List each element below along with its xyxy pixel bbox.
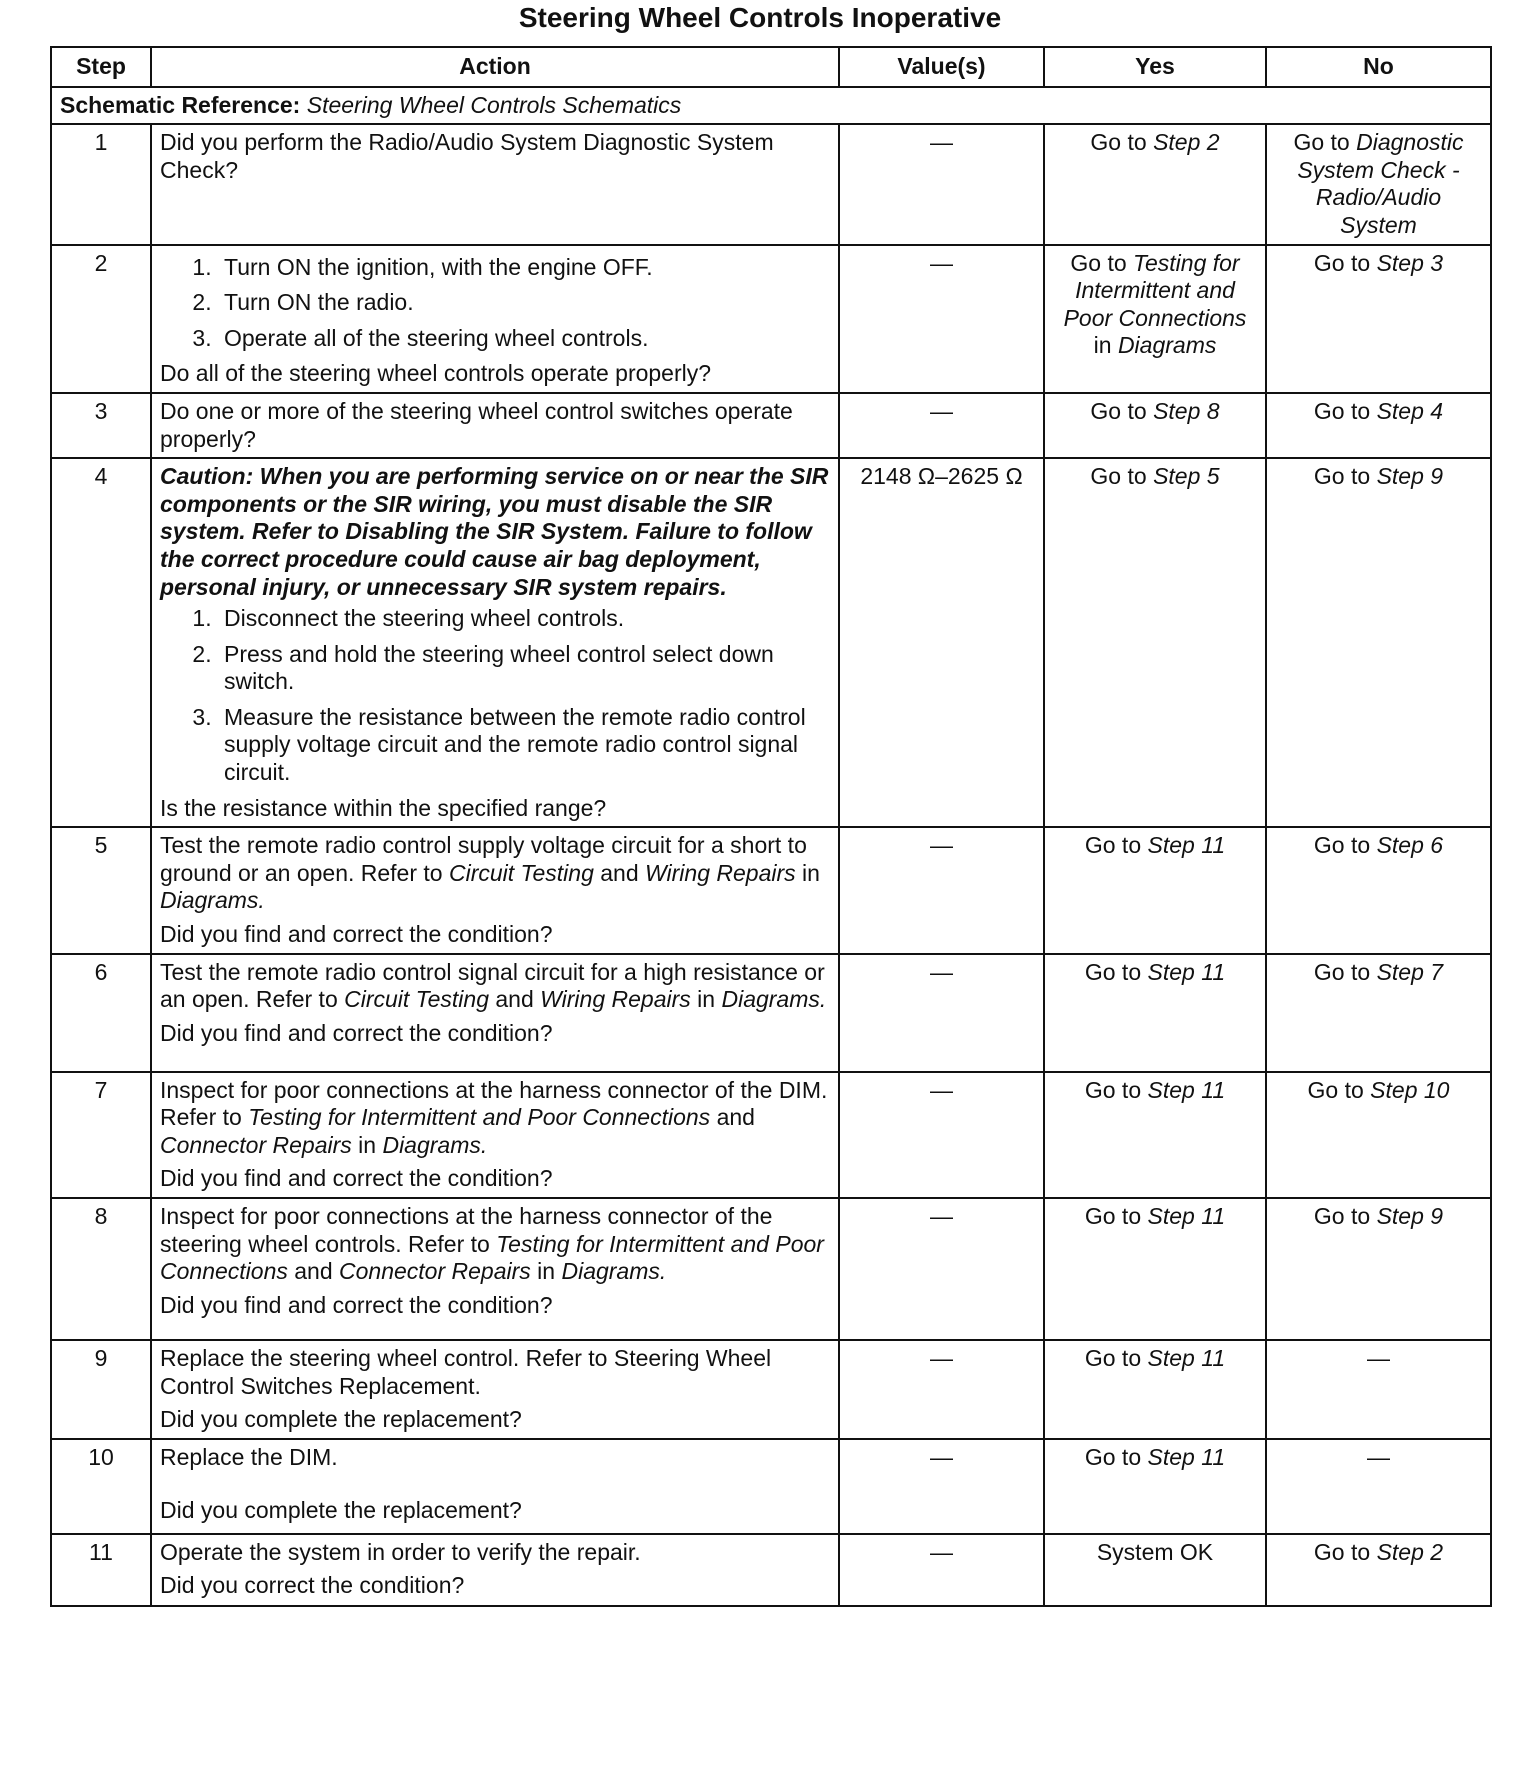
step-word: Step	[1147, 1443, 1195, 1470]
value-dash: —	[930, 1076, 953, 1103]
action-instruction: Inspect for poor connections at the harness connector of the steering wheel controls. Refer to	[160, 1203, 773, 1257]
go-to-label: Go to	[1084, 958, 1142, 985]
value-dash: —	[930, 832, 953, 859]
no-cell	[1266, 1439, 1491, 1534]
action-instruction: Replace the steering wheel control. Refer to Steering Wheel Control Switches Replacement.	[160, 1345, 772, 1399]
diagnostic-table	[50, 46, 1492, 1607]
action-question: Do one or more of the steering wheel control switches operate properly?	[160, 397, 793, 452]
no-dash: —	[1367, 1443, 1390, 1470]
no-reference: Diagnostic System Check - Radio/Audio System	[1297, 129, 1464, 238]
resistance-range: 2148 Ω–2625 Ω	[860, 463, 1023, 490]
action-text	[160, 832, 830, 915]
action-text	[160, 1203, 830, 1286]
value-cell	[839, 1198, 1044, 1340]
action-question: Did you perform the Radio/Audio System Diagnostic System Check?	[160, 129, 774, 183]
reference-3: Diagrams.	[561, 1258, 667, 1285]
reference-1: Testing for Intermittent and Poor Connections	[248, 1104, 711, 1131]
reference-1: Testing for Intermittent and Poor Connections	[160, 1230, 824, 1285]
yes-step: 2	[1206, 129, 1220, 156]
yes-cell	[1044, 1072, 1266, 1198]
yes-cell	[1044, 245, 1266, 393]
action-list-item: 1. Disconnect the steering wheel controls.	[218, 605, 830, 633]
no-step: 9	[1430, 1203, 1444, 1229]
action-cell	[151, 124, 839, 244]
action-question: Did you complete the replacement?	[160, 1497, 522, 1524]
value-dash: —	[930, 1203, 953, 1229]
step-word: Step	[1153, 463, 1201, 490]
yes-cell	[1044, 1198, 1266, 1340]
yes-cell	[1044, 1439, 1266, 1534]
step-word: Step	[1147, 1203, 1195, 1229]
go-to-label: Go to	[1084, 1345, 1142, 1371]
step-number: 7	[51, 1072, 151, 1198]
yes-step: 11	[1201, 1203, 1226, 1229]
yes-cell	[1044, 393, 1266, 458]
action-instruction: Operate the system in order to verify the repair.	[160, 1538, 641, 1565]
go-to-label: Go to	[1313, 958, 1371, 985]
step-word: Step	[1376, 463, 1424, 490]
value-cell	[839, 827, 1044, 953]
go-to-label: Go to	[1307, 1076, 1364, 1103]
no-step: 10	[1423, 1076, 1450, 1103]
action-list-item: 2. Press and hold the steering wheel control select down switch.	[218, 641, 830, 696]
yes-cell	[1044, 124, 1266, 244]
step-number: 4	[51, 458, 151, 827]
reference-1: Circuit Testing	[448, 859, 594, 886]
value-cell	[839, 1340, 1044, 1439]
reference-2: Connector Repairs	[339, 1258, 531, 1285]
yes-step: 8	[1206, 397, 1220, 424]
yes-step: 11	[1201, 1076, 1226, 1103]
no-cell	[1266, 245, 1491, 393]
go-to-label: Go to	[1084, 832, 1142, 859]
action-instruction: Inspect for poor connections at the harness connector of the DIM. Refer to	[160, 1076, 828, 1131]
table-row	[51, 1534, 1491, 1606]
go-to-label: Go to	[1084, 1443, 1142, 1470]
step-number: 3	[51, 393, 151, 458]
yes-step: 11	[1201, 1345, 1226, 1371]
action-instruction: Test the remote radio control supply voltage circuit for a short to ground or an open. Refer to	[160, 832, 807, 886]
step-number: 2	[51, 245, 151, 393]
action-question: Did you find and correct the condition?	[160, 1019, 553, 1046]
spacer	[160, 1471, 830, 1497]
action-question: Did you correct the condition?	[160, 1572, 465, 1599]
go-to-label: Go to	[1090, 397, 1147, 424]
header-row	[51, 47, 1491, 87]
no-cell	[1266, 1340, 1491, 1439]
yes-cell	[1044, 954, 1266, 1072]
action-text	[160, 1077, 830, 1160]
go-to-label: Go to	[1070, 249, 1127, 276]
header-step: Step	[51, 47, 151, 87]
table-row	[51, 1072, 1491, 1198]
header-values: Value(s)	[839, 47, 1044, 87]
go-to-label: Go to	[1313, 463, 1371, 490]
yes-cell	[1044, 458, 1266, 827]
table-row	[51, 1198, 1491, 1340]
table-row	[51, 458, 1491, 827]
value-dash: —	[930, 397, 953, 424]
action-cell	[151, 1340, 839, 1439]
action-list-item: 2. Turn ON the radio.	[218, 289, 830, 317]
action-question: Did you find and correct the condition?	[160, 1165, 553, 1192]
in-word: in	[358, 1131, 377, 1158]
action-question: Did you complete the replacement?	[160, 1406, 522, 1433]
action-cell	[151, 458, 839, 827]
value-cell	[839, 1072, 1044, 1198]
table-row	[51, 245, 1491, 393]
no-step: 3	[1430, 249, 1444, 276]
step-number: 10	[51, 1439, 151, 1534]
and-word: and	[495, 986, 534, 1013]
step-number: 1	[51, 124, 151, 244]
value-dash: —	[930, 129, 953, 156]
schematic-reference-link: Steering Wheel Controls Schematics	[306, 91, 682, 118]
reference-3: Diagrams.	[721, 986, 827, 1013]
no-step: 7	[1430, 958, 1444, 985]
caution-text: Caution: When you are performing service on or near the SIR components or the SIR wiring, you must disable the SIR system. Refer to Disabling the SIR System. Failure to follow the correct procedure could cause air bag deployment, personal injury, or unnecessary SIR system repairs.	[160, 463, 829, 600]
action-list	[160, 254, 830, 353]
step-word: Step	[1153, 129, 1201, 156]
reference-2: Connector Repairs	[160, 1131, 352, 1158]
no-cell	[1266, 1072, 1491, 1198]
action-cell	[151, 1534, 839, 1606]
go-to-label: Go to	[1313, 832, 1371, 859]
go-to-label: Go to	[1090, 129, 1147, 156]
step-word: Step	[1376, 1538, 1424, 1565]
reference-2: Wiring Repairs	[645, 859, 796, 886]
table-row	[51, 954, 1491, 1072]
step-number: 5	[51, 827, 151, 953]
go-to-label: Go to	[1084, 1076, 1142, 1103]
no-cell	[1266, 458, 1491, 827]
step-word: Step	[1147, 832, 1195, 859]
value-cell	[839, 393, 1044, 458]
no-step: 4	[1430, 397, 1444, 424]
in-word: in	[697, 986, 716, 1013]
no-step: 2	[1430, 1538, 1444, 1565]
table-row	[51, 827, 1491, 953]
in-word: in	[537, 1258, 556, 1285]
action-question: Did you find and correct the condition?	[160, 921, 553, 948]
go-to-label: Go to	[1084, 1203, 1142, 1229]
step-word: Step	[1147, 958, 1195, 985]
action-list-item: 3. Operate all of the steering wheel controls.	[218, 325, 830, 353]
reference-1: Circuit Testing	[344, 986, 489, 1013]
and-word: and	[600, 859, 639, 886]
action-question: Is the resistance within the specified range?	[160, 794, 607, 821]
action-cell	[151, 827, 839, 953]
yes-cell	[1044, 827, 1266, 953]
go-to-label: Go to	[1090, 463, 1147, 490]
action-cell	[151, 954, 839, 1072]
table-row	[51, 1439, 1491, 1534]
action-list-item: 1. Turn ON the ignition, with the engine OFF.	[218, 254, 830, 282]
no-cell	[1266, 393, 1491, 458]
action-cell	[151, 1439, 839, 1534]
yes-cell	[1044, 1340, 1266, 1439]
value-cell	[839, 245, 1044, 393]
header-no: No	[1266, 47, 1491, 87]
step-word: Step	[1376, 1203, 1424, 1229]
value-dash: —	[930, 1538, 953, 1565]
action-cell	[151, 1072, 839, 1198]
action-instruction: Replace the DIM.	[160, 1443, 338, 1470]
action-instruction: Test the remote radio control signal circuit for a high resistance or an open. Refer to	[160, 958, 825, 1013]
step-number: 11	[51, 1534, 151, 1606]
header-yes: Yes	[1044, 47, 1266, 87]
step-word: Step	[1153, 397, 1201, 424]
action-cell	[151, 393, 839, 458]
action-cell	[151, 1198, 839, 1340]
action-text	[160, 959, 830, 1014]
yes-reference-2: Diagrams	[1117, 332, 1217, 359]
go-to-label: Go to	[1313, 1203, 1371, 1229]
reference-3: Diagrams.	[160, 887, 265, 914]
step-word: Step	[1376, 397, 1424, 424]
table-row	[51, 393, 1491, 458]
no-dash: —	[1367, 1345, 1390, 1371]
value-dash: —	[930, 1345, 953, 1371]
reference-2: Wiring Repairs	[540, 986, 691, 1013]
value-dash: —	[930, 958, 953, 985]
and-word: and	[716, 1104, 755, 1131]
action-question: Did you find and correct the condition?	[160, 1291, 553, 1318]
no-step: 9	[1430, 463, 1444, 490]
no-cell	[1266, 954, 1491, 1072]
table-row	[51, 1340, 1491, 1439]
action-question: Do all of the steering wheel controls operate properly?	[160, 360, 712, 387]
yes-step: 5	[1206, 463, 1220, 490]
step-word: Step	[1376, 958, 1424, 985]
yes-step: 11	[1201, 1443, 1226, 1470]
in-word: in	[1093, 332, 1112, 359]
page-title: Steering Wheel Controls Inoperative	[518, 2, 1002, 33]
no-step: 6	[1430, 832, 1444, 859]
schematic-reference-row	[51, 87, 1491, 125]
and-word: and	[294, 1258, 333, 1285]
yes-step: 11	[1201, 832, 1226, 859]
header-action: Action	[151, 47, 839, 87]
action-cell	[151, 245, 839, 393]
action-list	[160, 605, 830, 787]
reference-3: Diagrams.	[382, 1131, 488, 1158]
value-dash: —	[930, 1443, 953, 1470]
go-to-label: Go to	[1313, 249, 1371, 276]
no-cell	[1266, 124, 1491, 244]
step-word: Step	[1376, 832, 1424, 859]
no-cell	[1266, 1198, 1491, 1340]
step-number: 6	[51, 954, 151, 1072]
yes-cell	[1044, 1534, 1266, 1606]
table-row	[51, 124, 1491, 244]
schematic-reference-label: Schematic Reference:	[60, 91, 301, 118]
step-number: 9	[51, 1340, 151, 1439]
value-cell	[839, 1534, 1044, 1606]
go-to-label: Go to	[1293, 129, 1350, 156]
value-cell	[839, 1439, 1044, 1534]
yes-reference: Testing for Intermittent and Poor Connections	[1063, 249, 1247, 331]
action-list-item: 3. Measure the resistance between the remote radio control supply voltage circuit and the remote radio control signal circuit.	[218, 704, 830, 787]
no-cell	[1266, 1534, 1491, 1606]
schematic-reference	[51, 87, 1491, 125]
go-to-label: Go to	[1313, 1538, 1371, 1565]
value-cell	[839, 124, 1044, 244]
step-word: Step	[1147, 1076, 1195, 1103]
system-ok-text: System OK	[1096, 1538, 1214, 1565]
step-word: Step	[1376, 249, 1424, 276]
no-cell	[1266, 827, 1491, 953]
yes-step: 11	[1201, 958, 1226, 985]
in-word: in	[802, 859, 820, 886]
go-to-label: Go to	[1313, 397, 1371, 424]
value-cell	[839, 458, 1044, 827]
step-word: Step	[1370, 1076, 1418, 1103]
value-dash: —	[930, 249, 953, 276]
step-number: 8	[51, 1198, 151, 1340]
step-word: Step	[1147, 1345, 1195, 1371]
value-cell	[839, 954, 1044, 1072]
